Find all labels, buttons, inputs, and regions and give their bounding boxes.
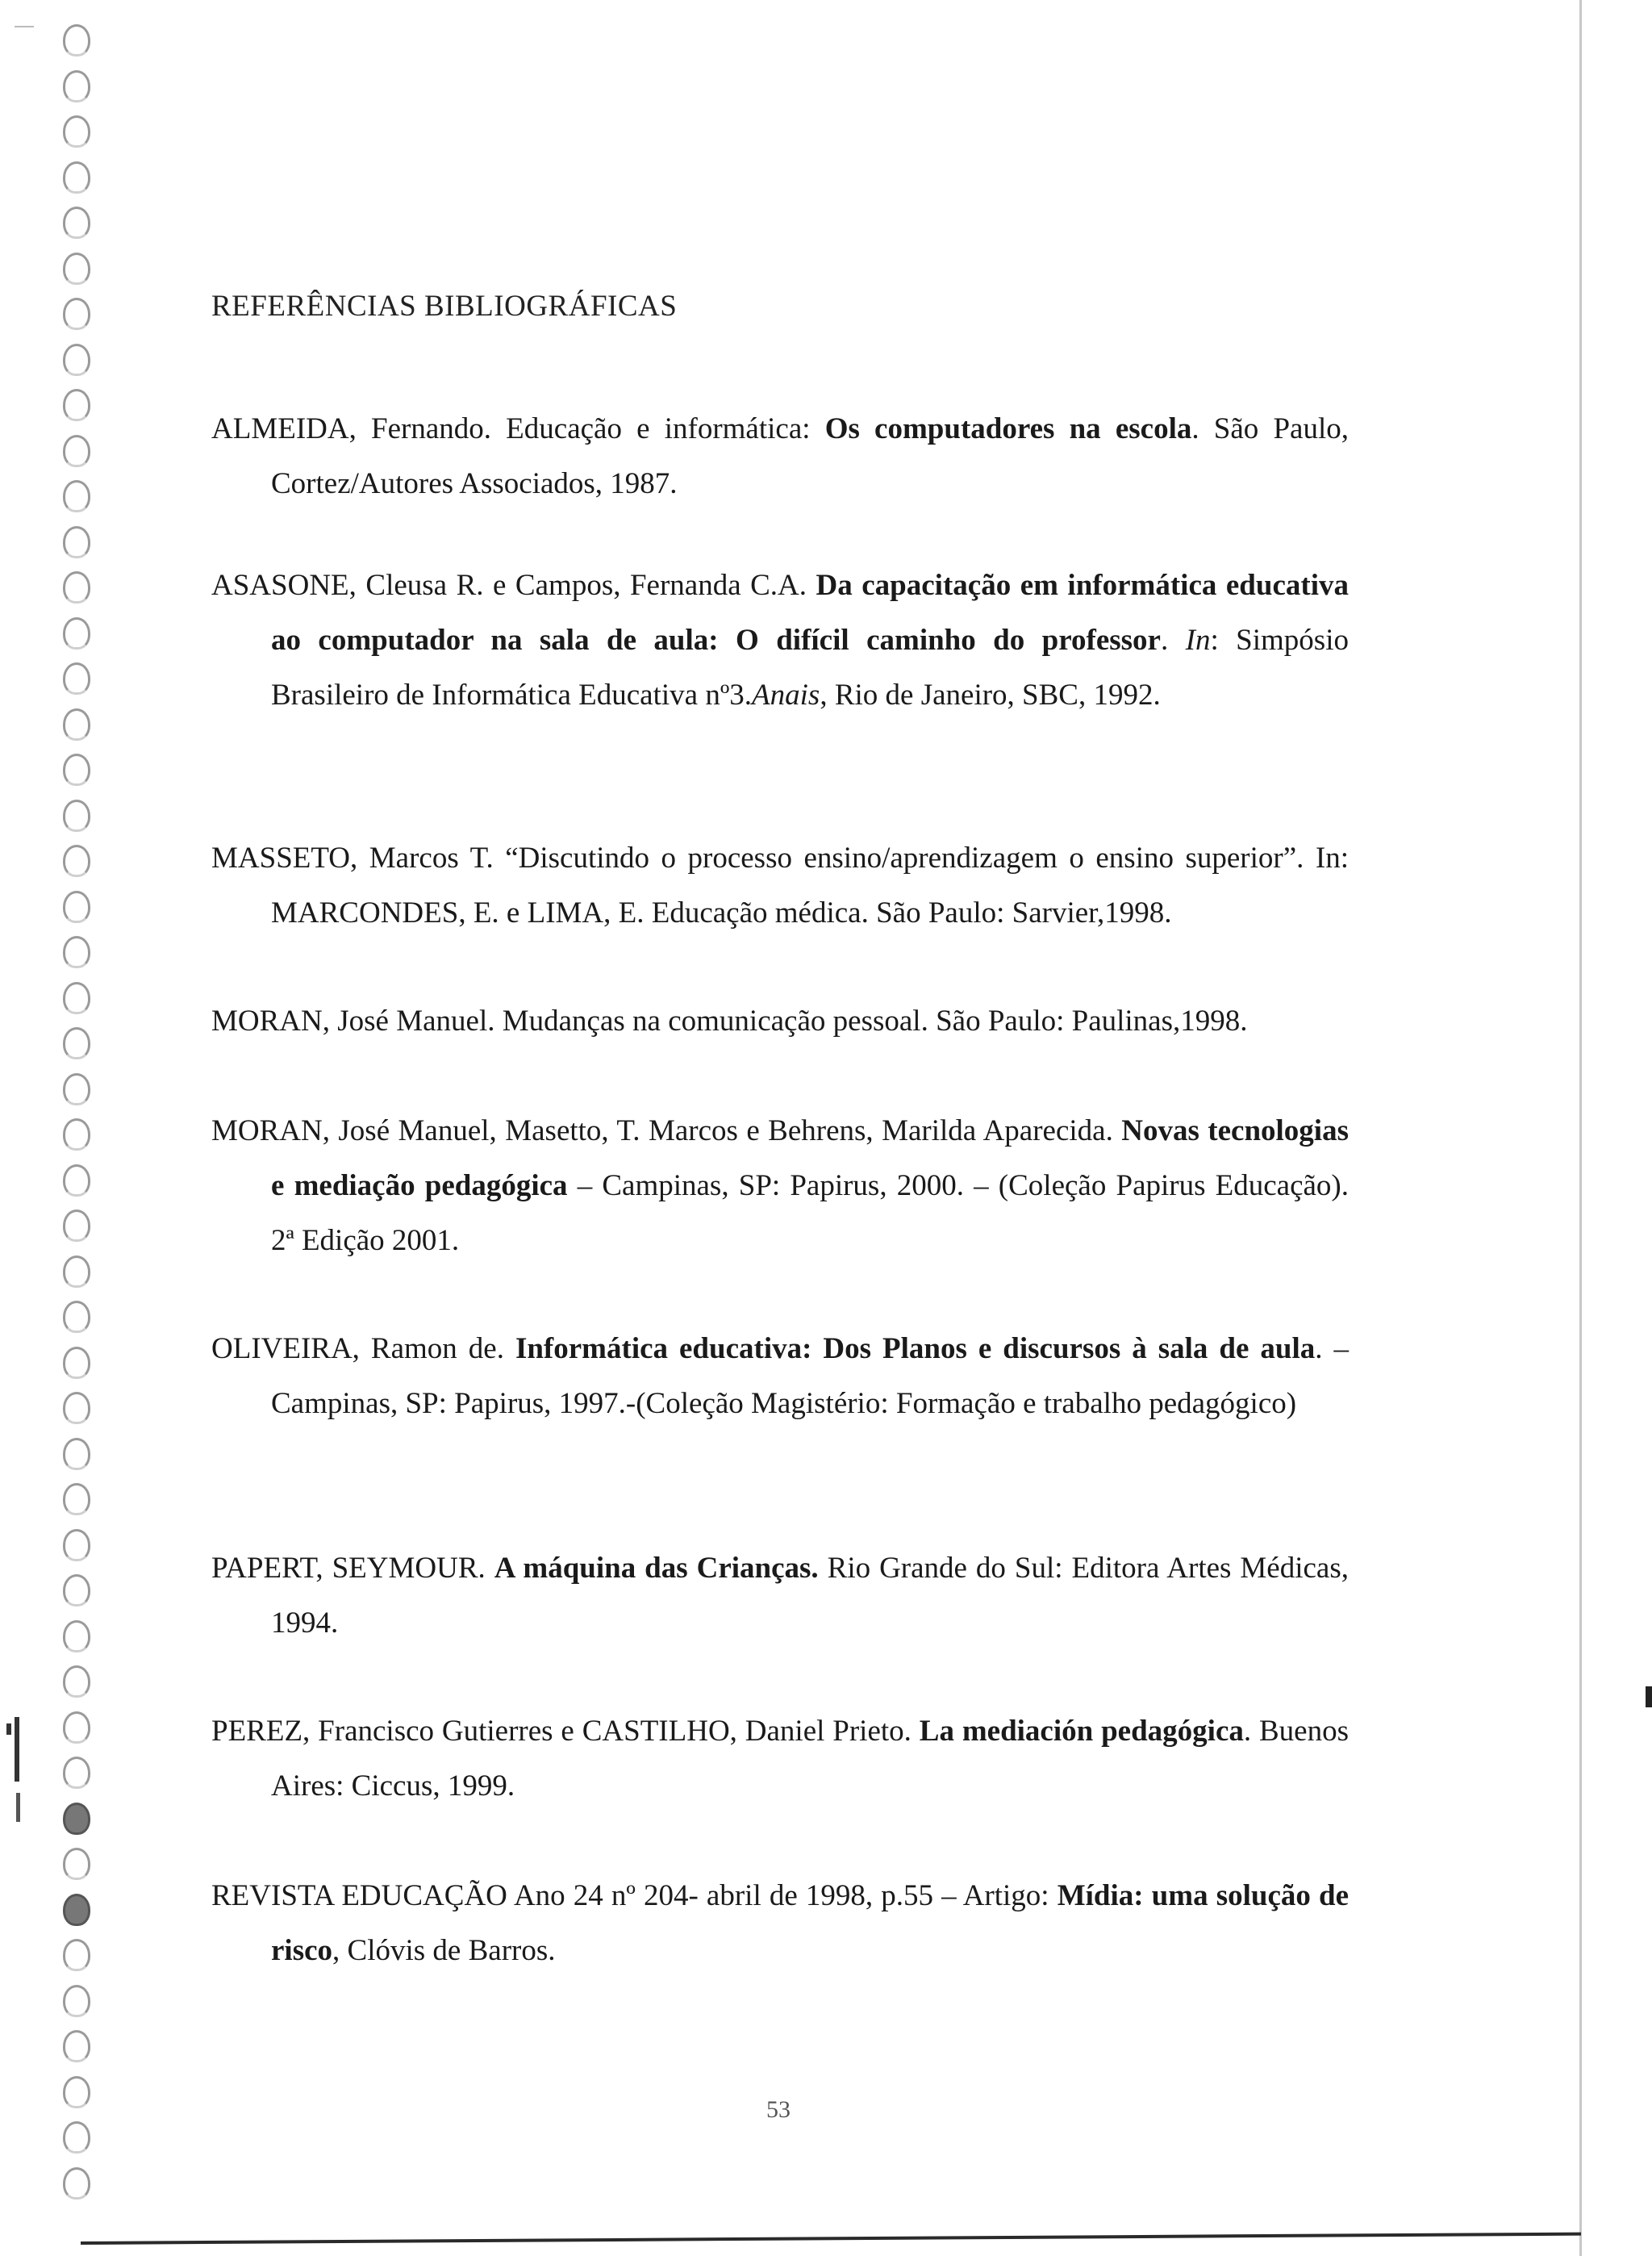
page-number: 53 <box>766 2096 791 2123</box>
reference-title: Da capacitação em informática educativa ao computador na sala de aula: O difícil caminho do professor <box>271 569 1349 657</box>
reference-title: Mídia: uma solução de risco <box>271 1879 1349 1967</box>
reference-text: , Clóvis de Barros. <box>332 1934 556 1967</box>
reference-entry <box>211 1322 1349 1431</box>
binding-hole <box>63 982 90 1014</box>
binding-hole <box>63 2121 90 2154</box>
reference-text: . –Campinas, SP: Papirus, 1997.-(Coleção Magistério: Formação e trabalho pedagógico) <box>271 1332 1349 1420</box>
binding-hole <box>63 1438 90 1470</box>
binding-hole <box>63 1985 90 2017</box>
reference-text: – Campinas, SP: Papirus, 2000. – (Coleção Papirus Educação). 2ª Edição 2001. <box>271 1169 1350 1257</box>
binding-hole <box>63 1711 90 1744</box>
reference-italic: Anais <box>752 679 820 712</box>
binding-hole <box>63 70 90 102</box>
binding-hole <box>63 845 90 877</box>
binding-hole <box>63 207 90 239</box>
reference-title: La mediación pedagógica <box>919 1715 1244 1748</box>
binding-hole <box>63 1574 90 1606</box>
reference-text: MASSETO, Marcos T. “Discutindo o processo ensino/aprendizagem o ensino superior”. In: MARCONDES, E. e LIMA, E. Educação médica. São Paulo: Sarvier,1998. <box>211 842 1349 930</box>
binding-hole <box>63 298 90 330</box>
binding-hole <box>63 708 90 741</box>
binding-hole <box>63 389 90 421</box>
reference-text: ALMEIDA, Fernando. Educação e informática: <box>211 412 825 445</box>
binding-hole <box>63 344 90 376</box>
reference-text: . Buenos Aires: Ciccus, 1999. <box>271 1715 1349 1803</box>
reference-title: A máquina das Crianças. <box>494 1552 819 1585</box>
binding-hole <box>63 1803 90 1835</box>
scan-mark <box>1646 1686 1652 1707</box>
binding-hole <box>63 1939 90 1971</box>
reference-entry <box>211 402 1349 512</box>
binding-hole <box>63 754 90 786</box>
reference-title: Os computadores na escola <box>824 412 1192 445</box>
binding-hole <box>63 662 90 695</box>
reference-entry <box>211 558 1349 723</box>
binding-hole <box>63 1529 90 1561</box>
binding-hole <box>63 1164 90 1197</box>
binding-hole <box>63 2076 90 2108</box>
reference-text: REVISTA EDUCAÇÃO Ano 24 nº 204- abril de 1998, p.55 – Artigo: <box>211 1879 1058 1912</box>
reference-italic: In <box>1185 624 1211 657</box>
reference-text: Rio Grande do Sul: Editora Artes Médicas, 1994. <box>271 1552 1349 1640</box>
binding-hole <box>63 1027 90 1059</box>
reference-text: ASASONE, Cleusa R. e Campos, Fernanda C.A. <box>211 569 816 602</box>
binding-hole <box>63 1073 90 1105</box>
reference-entry <box>211 1104 1349 1268</box>
section-heading: REFERÊNCIAS BIBLIOGRÁFICAS <box>211 290 678 323</box>
binding-hole <box>63 1118 90 1151</box>
binding-hole <box>63 435 90 467</box>
spiral-binding-holes <box>48 24 113 2235</box>
binding-hole <box>63 1848 90 1880</box>
page-edge-right <box>1579 0 1582 2256</box>
reference-text: MORAN, José Manuel. Mudanças na comunicação pessoal. São Paulo: Paulinas,1998. <box>211 1005 1248 1038</box>
binding-hole <box>63 617 90 650</box>
reference-text: . São Paulo, Cortez/Autores Associados, 1987. <box>271 412 1349 500</box>
binding-hole <box>63 1665 90 1698</box>
reference-title: Informática educativa: Dos Planos e discursos à sala de aula <box>515 1332 1316 1365</box>
binding-hole <box>63 1483 90 1515</box>
reference-entry <box>211 1704 1349 1814</box>
binding-hole <box>63 1209 90 1242</box>
page-edge-bottom <box>81 2233 1581 2245</box>
scan-mark <box>15 26 34 27</box>
binding-hole <box>63 1757 90 1789</box>
binding-hole <box>63 161 90 194</box>
scan-mark <box>6 1723 11 1735</box>
reference-entry <box>211 831 1349 941</box>
binding-hole <box>63 1894 90 1926</box>
binding-hole <box>63 115 90 148</box>
reference-text: : Simpósio Brasileiro de Informática Educativa nº3. <box>271 624 1349 712</box>
binding-hole <box>63 800 90 832</box>
reference-text: OLIVEIRA, Ramon de. <box>211 1332 515 1365</box>
binding-hole <box>63 2167 90 2200</box>
binding-hole <box>63 1620 90 1652</box>
binding-hole <box>63 1255 90 1288</box>
reference-text: , Rio de Janeiro, SBC, 1992. <box>820 679 1161 712</box>
binding-hole <box>63 2030 90 2062</box>
binding-hole <box>63 24 90 56</box>
binding-hole <box>63 936 90 968</box>
reference-title: Novas tecnologias e mediação pedagógica <box>271 1114 1349 1202</box>
binding-hole <box>63 526 90 558</box>
binding-hole <box>63 1347 90 1379</box>
reference-text: MORAN, José Manuel, Masetto, T. Marcos e Behrens, Marilda Aparecida. <box>211 1114 1122 1147</box>
binding-hole <box>63 253 90 285</box>
reference-entry <box>211 1869 1349 1978</box>
binding-hole <box>63 1301 90 1333</box>
binding-hole <box>63 571 90 604</box>
scan-mark <box>16 1793 20 1822</box>
scan-mark <box>15 1717 19 1782</box>
reference-entry <box>211 994 1349 1049</box>
binding-hole <box>63 891 90 923</box>
reference-text: PAPERT, SEYMOUR. <box>211 1552 494 1585</box>
reference-text: . <box>1160 624 1186 657</box>
reference-text: PEREZ, Francisco Gutierres e CASTILHO, Daniel Prieto. <box>211 1715 920 1748</box>
reference-entry <box>211 1541 1349 1651</box>
binding-hole <box>63 1392 90 1424</box>
binding-hole <box>63 480 90 512</box>
